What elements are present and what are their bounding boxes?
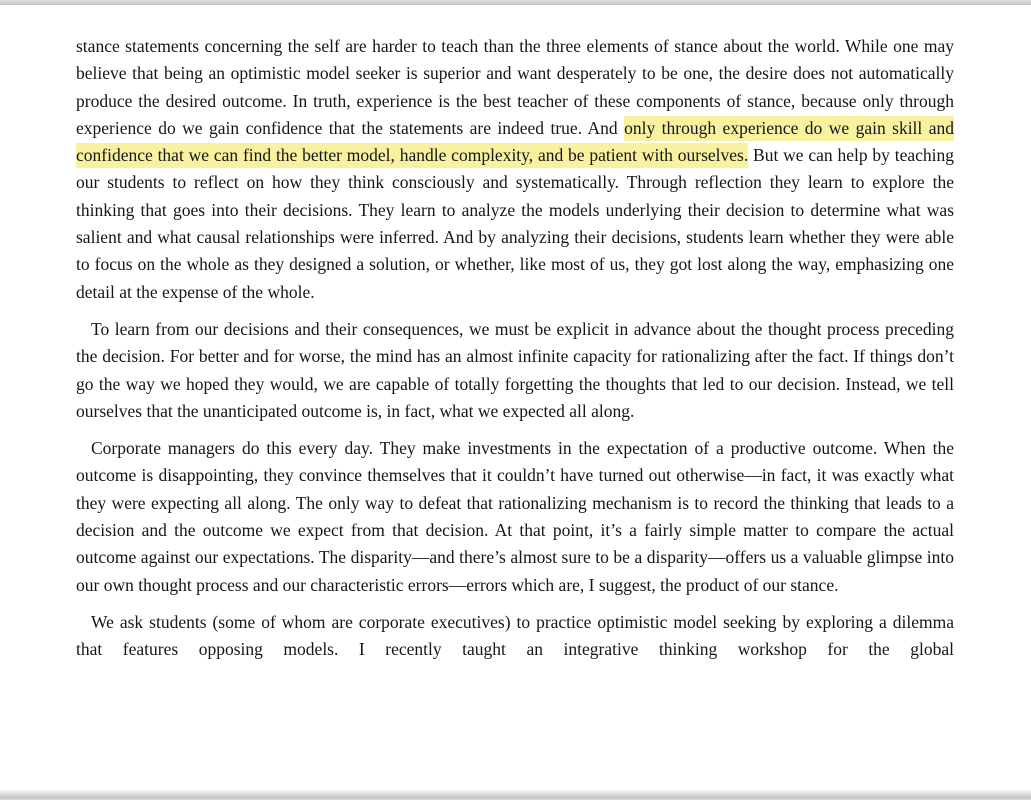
paragraph — [76, 435, 954, 599]
body-text: But we can help by teaching our students to reflect on how they think consciously and systematically. Through reflection they learn to explore the thinking that goes into their decisions. They learn to analyze the models underlying their decision to determine what was salient and what causal relationships were inferred. And by analyzing their decisions, students learn whether they were able to focus on the whole as they designed a solution, or whether, like most of us, they got lost along the way, emphasizing one detail at the expense of the whole. — [76, 145, 954, 302]
page-top-edge — [0, 0, 1031, 5]
text-column — [76, 33, 954, 674]
paragraph — [76, 609, 954, 664]
body-text: To learn from our decisions and their consequences, we must be explicit in advance about the thought process preceding the decision. For better and for worse, the mind has an almost infinite capacity for rationalizing after the fact. If things don’t go the way we hoped they would, we are capable of totally forgetting the thoughts that led to our decision. Instead, we tell ourselves that the unanticipated outcome is, in fact, what we expected all along. — [76, 318, 954, 421]
paragraph — [76, 316, 954, 425]
paragraph — [76, 33, 954, 306]
body-text: stance statements concerning the self are harder to teach than the three elements of stance about the world. While one may believe that being an optimistic model seeker is superior and want desperately to be one, the desire does not automatically produce the desired outcome. In truth, experience is the best teacher of these components of stance, because only through experience do we gain confidence that the statements are indeed true. And — [76, 36, 954, 138]
body-text: Corporate managers do this every day. They make investments in the expectation of a productive outcome. When the outcome is disappointing, they convince themselves that it couldn’t have turned out otherwise—in fact, it was exactly what they were expecting all along. The only way to defeat that rationalizing mechanism is to record the thinking that leads to a decision and the outcome we expect from that decision. At that point, it’s a fairly simple matter to compare the actual outcome against our expectations. The disparity—and there’s almost sure to be a disparity—offers us a valuable glimpse into our own thought process and our characteristic errors—errors which are, I suggest, the product of our stance. — [76, 438, 954, 595]
page-bottom-edge — [0, 789, 1031, 800]
body-text: We ask students (some of whom are corporate executives) to practice optimistic model seeking by exploring a dilemma that features opposing models. I recently taught an integrative thinking workshop for the global — [76, 611, 954, 660]
highlighted-text[interactable]: only through experience do we gain skill and confidence that we can find the better model, handle complexity, and be patient with ourselves. — [76, 116, 954, 168]
